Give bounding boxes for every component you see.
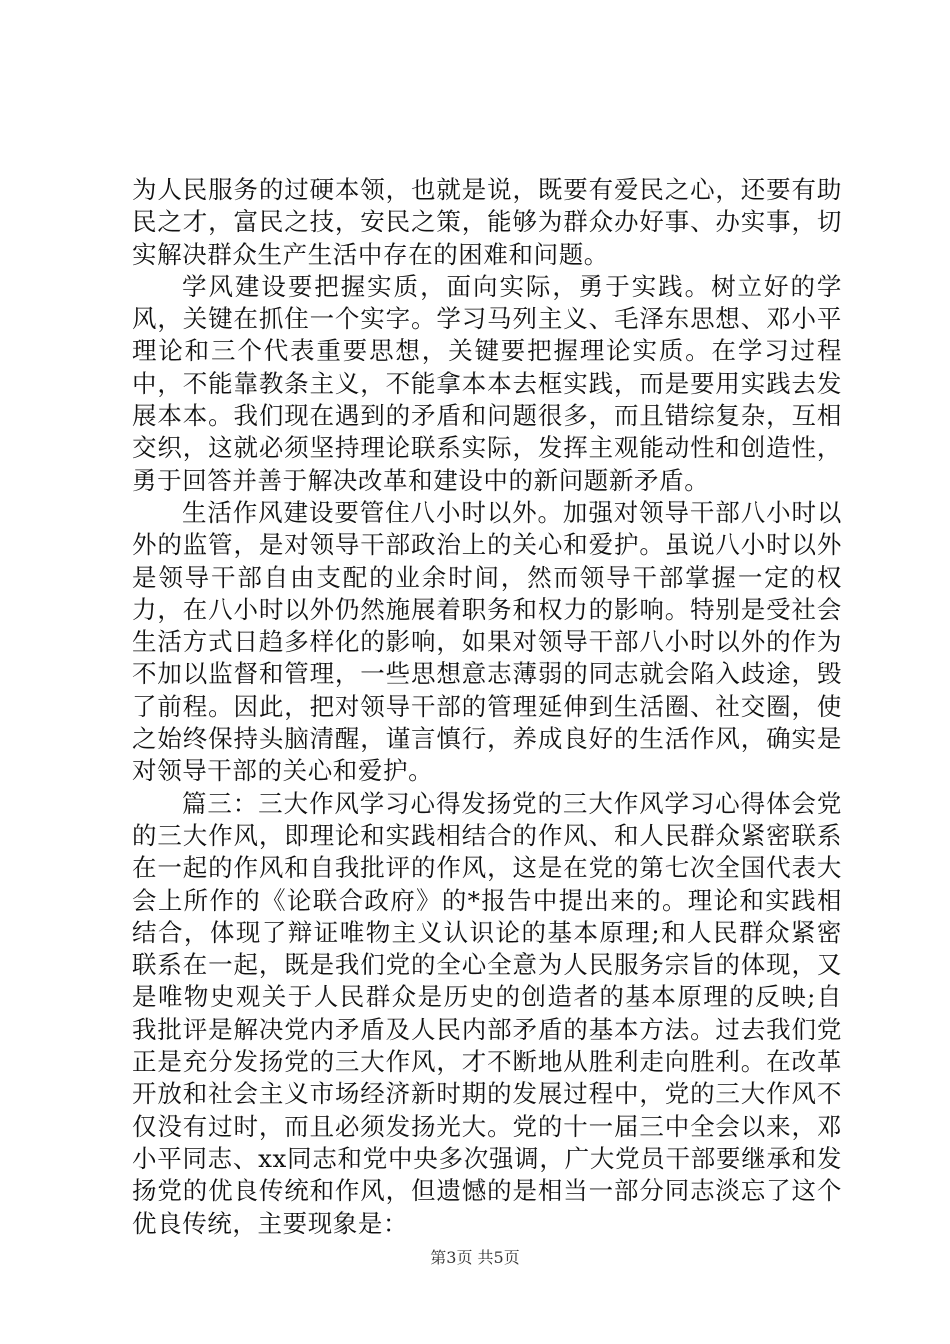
page-footer: 第3页 共5页 bbox=[430, 1248, 520, 1267]
paragraph-life-style: 生活作风建设要管住八小时以外。加强对领导干部八小时以外的监管，是对领导干部政治上的关心和爱护。虽说八小时以外是领导干部自由支配的业余时间，然而领导干部掌握一定的权力，在八小时以外仍然施展着职务和权力的影响。特别是受社会生活方式日趋多样化的影响，如果对领导干部八小时以外的作为不加以监督和管理，一些思想意志薄弱的同志就会陷入歧途，毁了前程。因此，把对领导干部的管理延伸到生活圈、社交圈，使之始终保持头脑清醒，谨言慎行，养成良好的生活作风，确实是对领导干部的关心和爱护。 bbox=[132, 497, 842, 786]
paragraph-continuation: 为人民服务的过硬本领，也就是说，既要有爱民之心，还要有助民之才，富民之技，安民之策，能够为群众办好事、办实事，切实解决群众生产生活中存在的困难和问题。 bbox=[132, 175, 842, 269]
document-body bbox=[132, 174, 842, 1240]
paragraph-part-three: 篇三：三大作风学习心得发扬党的三大作风学习心得体会党的三大作风，即理论和实践相结合的作风、和人民群众紧密联系在一起的作风和自我批评的作风，这是在党的第七次全国代表大会上所作的《论联合政府》的*报告中提出来的。理论和实践相结合，体现了辩证唯物主义认识论的基本原理;和人民群众紧密联系在一起，既是我们党的全心全意为人民服务宗旨的体现，又是唯物史观关于人民群众是历史的创造者的基本原理的反映;自我批评是解决党内矛盾及人民内部矛盾的基本方法。过去我们党正是充分发扬党的三大作风，才不断地从胜利走向胜利。在改革开放和社会主义市场经济新时期的发展过程中，党的三大作风不仅没有过时，而且必须发扬光大。党的十一届三中全会以来，邓小平同志、xx同志和党中央多次强调，广大党员干部要继承和发扬党的优良传统和作风，但遗憾的是相当一部分同志淡忘了这个优良传统，主要现象是： bbox=[132, 788, 842, 1238]
paragraph-study-style: 学风建设要把握实质，面向实际，勇于实践。树立好的学风，关键在抓住一个实字。学习马列主义、毛泽东思想、邓小平理论和三个代表重要思想，关键要把握理论实质。在学习过程中，不能靠教条主义，不能拿本本去框实践，而是要用实践去发展本本。我们现在遇到的矛盾和问题很多，而且错综复杂，互相交织，这就必须坚持理论联系实际，发挥主观能动性和创造性，勇于回答并善于解决改革和建设中的新问题新矛盾。 bbox=[132, 271, 842, 495]
